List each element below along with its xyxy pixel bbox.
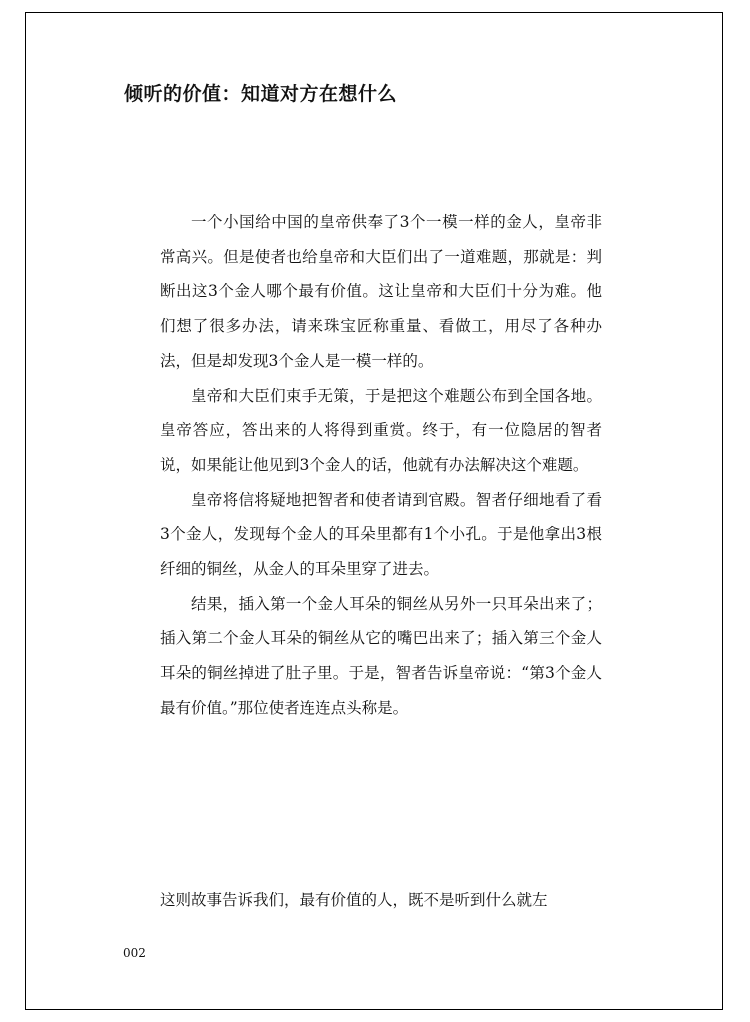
page-frame xyxy=(25,12,723,1010)
paragraph-3: 皇帝将信将疑地把智者和使者请到官殿。智者仔细地看了看3个金人，发现每个金人的耳朵里都有1个小孔。于是他拿出3根纤细的铜丝，从金人的耳朵里穿了进去。 xyxy=(160,490,602,579)
paragraph-1: 一个小国给中国的皇帝供奉了3个一模一样的金人，皇帝非常高兴。但是使者也给皇帝和大臣们出了一道难题，那就是：判断出这3个金人哪个最有价值。这让皇帝和大臣们十分为难。他们想了很多办法，请来珠宝匠称重量、看做工，用尽了各种办法，但是却发现3个金人是一模一样的。 xyxy=(160,213,602,370)
section-heading: 倾听的价值：知道对方在想什么 xyxy=(124,83,398,105)
paragraph-2: 皇帝和大臣们束手无策，于是把这个难题公布到全国各地。皇帝答应，答出来的人将得到重赏。终于，有一位隐居的智者说，如果能让他见到3个金人的话，他就有办法解决这个难题。 xyxy=(160,386,602,474)
closing-paragraph: 这则故事告诉我们，最有价值的人，既不是听到什么就左 xyxy=(160,891,548,909)
story-text xyxy=(160,205,602,726)
paragraph-4: 结果，插入第一个金人耳朵的铜丝从另外一只耳朵出来了；插入第二个金人耳朵的铜丝从它的嘴巴出来了；插入第三个金人耳朵的铜丝掉进了肚子里。于是，智者告诉皇帝说：“第3个金人最有价值。”那位使者连连点头称是。 xyxy=(160,594,602,717)
page-number: 002 xyxy=(123,946,146,960)
